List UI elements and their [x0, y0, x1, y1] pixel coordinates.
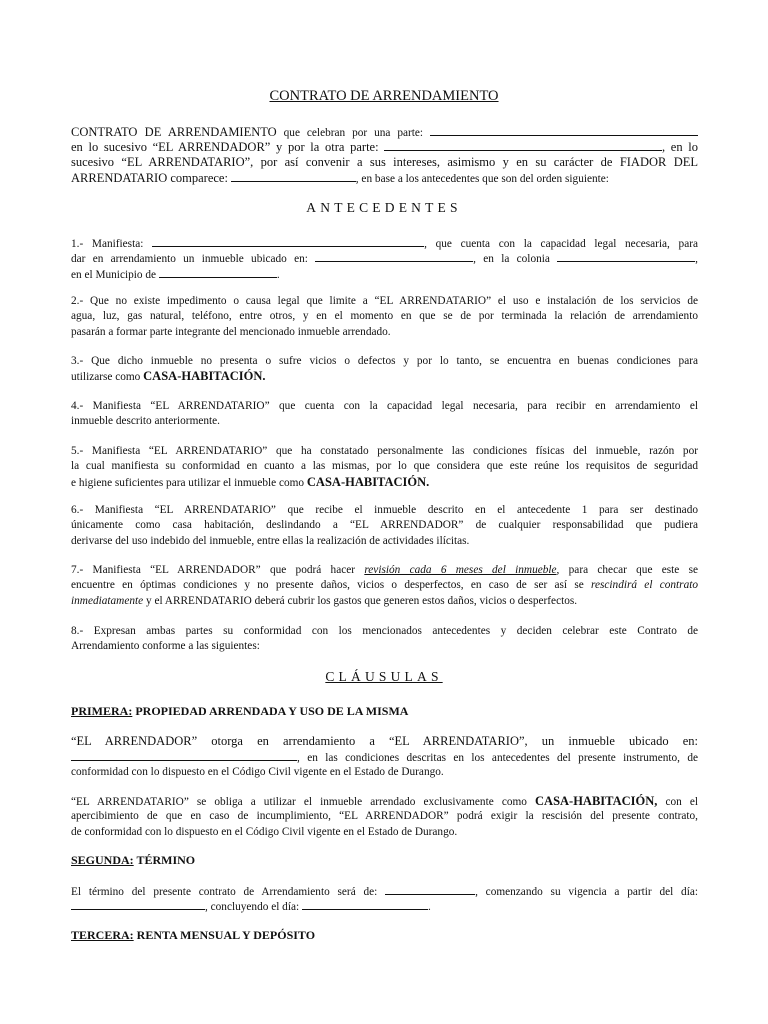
blank-party-arrendatario — [384, 139, 662, 151]
antecedentes-heading: ANTECEDENTES — [306, 200, 462, 215]
antecedente-3: 3.- Que dicho inmueble no presenta o sufre vicios o defectos y por lo tanto, se encuentra en buenas condiciones para utilizarse como CASA-HABITACIÓN. — [71, 355, 698, 384]
document-title: CONTRATO DE ARRENDAMIENTO — [269, 88, 499, 104]
clause-tercera-title: TERCERA: RENTA MENSUAL Y DEPÓSITO — [71, 928, 316, 942]
antecedente-7: 7.- Manifiesta “EL ARRENDADOR” que podrá hacer revisión cada 6 meses del inmueble, para checar que este se encuentre en óptimas condiciones y no presente daños, vicios o desperfectos, en caso de ser así se rescindirá el contrato inmediatamente y el ARRENDATARIO deberá cubrir los gastos que generen estos daños, vicios o desperfectos. — [71, 564, 699, 607]
blank-party-arrendador — [430, 124, 698, 136]
blank-termino — [385, 883, 475, 895]
antecedente-8: 8.- Expresan ambas partes su conformidad con los mencionados antecedentes y deciden celebrar este Contrato de Arrendamiento conforme a las siguientes: — [71, 625, 698, 653]
segunda-paragraph: El término del presente contrato de Arrendamiento será de: , comenzando su vigencia a partir del día: , concluyendo el día: . — [71, 883, 698, 914]
blank-colonia — [557, 250, 695, 262]
antecedente-6: 6.- Manifiesta “EL ARRENDATARIO” que recibe el inmueble descrito en el antecedente 1 para ser destinado únicamente como casa habitación, deslindando a “EL ARRENDADOR” de cualquier responsabilidad que pudiera derivarse del uso indebido del inmueble, entre ellas la realización de actividades ilícitas. — [71, 504, 698, 547]
blank-manifiesta — [152, 235, 424, 247]
primera-paragraph-2: “EL ARRENDATARIO” se obliga a utilizar el inmueble arrendado exclusivamente como CASA-HABITACIÓN, con el apercibimiento de que en caso de incumplimiento, “EL ARRENDADOR” podrá exigir la rescisión del presente contrato, de conformidad con lo dispuesto en el Código Civil vigente en el Estado de Durango. — [71, 794, 699, 838]
clausulas-heading: CLÁUSULAS — [325, 669, 443, 684]
antecedente-4: 4.- Manifiesta “EL ARRENDATARIO” que cuenta con la capacidad legal necesaria, para recibir en arrendamiento el inmueble descrito anteriormente. — [71, 400, 698, 428]
antecedente-1: 1.- Manifiesta: , que cuenta con la capacidad legal necesaria, para dar en arrendamiento un inmueble ubicado en: , en la colonia , en el Municipio de . — [71, 235, 698, 281]
antecedente-2: 2.- Que no existe impedimento o causa legal que limite a “EL ARRENDATARIO” el uso e instalación de los servicios de agua, luz, gas natural, teléfono, entre otros, y en el momento en que se de por terminada la relación de arrendamiento pasarán a formar parte integrante del mencionado inmueble arrendado. — [71, 295, 698, 338]
blank-ubicacion — [315, 250, 473, 262]
blank-fecha-inicio — [71, 898, 205, 910]
blank-fiador — [231, 170, 356, 182]
clause-primera-title: PRIMERA: PROPIEDAD ARRENDADA Y USO DE LA MISMA — [71, 704, 409, 718]
blank-municipio — [159, 266, 277, 278]
clause-segunda-title: SEGUNDA: TÉRMINO — [71, 853, 196, 867]
primera-paragraph-1: “EL ARRENDADOR” otorga en arrendamiento a “EL ARRENDATARIO”, un inmueble ubicado en: , en las condiciones descritas en los antecedentes del presente instrumento, de conformidad con lo dispuesto en el Código Civil vigente en el Estado de Durango. — [71, 734, 698, 778]
antecedente-5: 5.- Manifiesta “EL ARRENDATARIO” que ha constatado personalmente las condiciones físicas del inmueble, razón por la cual manifiesta su conformidad en cuanto a las mismas, por lo que considera que este reúne los requisitos de seguridad e higiene suficientes para utilizar el inmueble como CASA-HABITACIÓN. — [71, 445, 698, 489]
blank-inmueble — [71, 749, 297, 761]
blank-fecha-fin — [302, 898, 428, 910]
intro-paragraph: CONTRATO DE ARRENDAMIENTO que celebran por una parte: en lo sucesivo “EL ARRENDADOR” y por la otra parte: , en lo sucesivo “EL ARRENDATARIO”, por así convenir a sus intereses, asimismo y en su carácter de FIADOR DEL ARRENDATARIO comparece: , en base a los antecedentes que son del orden siguiente: — [71, 125, 699, 185]
